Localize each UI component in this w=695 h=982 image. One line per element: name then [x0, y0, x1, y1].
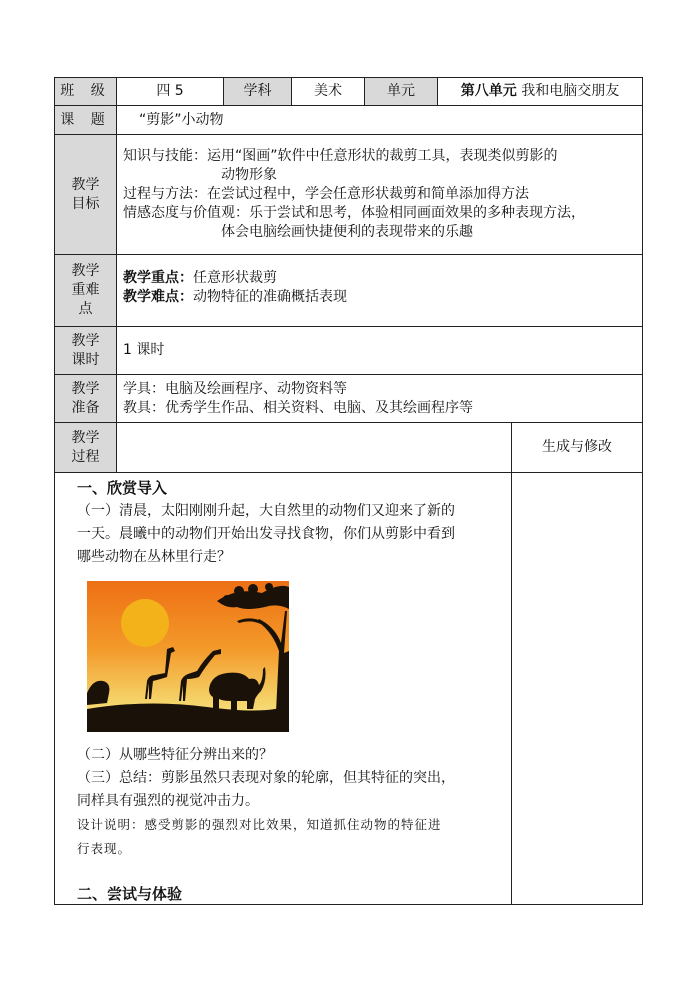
process-content	[55, 473, 512, 905]
process-header-row	[55, 423, 643, 473]
revision-header: 生成与修改	[512, 423, 643, 473]
paragraph-intro: （一）清晨，太阳刚刚升起，大自然里的动物们又迎来了新的 一天。晨曦中的动物们开始出发寻找食物，你们从剪影中看到 哪些动物在丛林里行走？	[77, 503, 455, 565]
summary-line2: 同样具有强烈的视觉冲击力。	[77, 793, 259, 809]
topic-row	[55, 106, 643, 135]
keypoints-content	[117, 255, 643, 327]
unit-number: 第八单元	[460, 83, 517, 99]
objective-knowledge-cont: 动物形象	[221, 167, 277, 183]
class-value: 四 5	[117, 78, 224, 106]
preparation-content	[117, 375, 643, 423]
subject-value: 美术	[292, 78, 365, 106]
topic-label: 课 题	[55, 106, 117, 135]
silhouette-animals-image	[87, 581, 507, 738]
teacher-materials: 教具：优秀学生作品、相关资料、电脑、及其绘画程序等	[123, 399, 473, 416]
sun-icon	[121, 599, 169, 647]
section-appreciation-title: 一、欣赏导入	[77, 479, 168, 497]
difficulty-point: 教学难点：动物特征的准确概括表现	[123, 289, 347, 305]
keypoints-label: 教学 重难 点	[55, 255, 117, 327]
process-header-blank	[117, 423, 512, 473]
section-try-title: 二、尝试与体验	[77, 885, 183, 903]
lesson-plan-sheet	[54, 77, 642, 905]
topic-value: “剪影”小动物	[117, 106, 643, 135]
objective-attitude: 情感态度与价值观：乐于尝试和思考，体验相同画面效果的多种表现方法，	[123, 205, 585, 221]
header-row	[55, 78, 643, 106]
keypoints-row	[55, 255, 643, 327]
preparation-row	[55, 375, 643, 423]
objectives-row	[55, 135, 643, 255]
paragraph-features	[77, 744, 507, 813]
unit-title: 我和电脑交朋友	[516, 83, 620, 99]
objectives-label: 教学 目标	[55, 135, 117, 255]
hours-value: 1 课时	[117, 327, 643, 375]
student-materials: 学具：电脑及绘画程序、动物资料等	[123, 380, 347, 397]
process-label: 教学 过程	[55, 423, 117, 473]
key-point: 教学重点：任意形状裁剪	[123, 270, 277, 286]
process-content-row	[55, 473, 643, 905]
revision-column	[512, 473, 643, 905]
objective-attitude-cont: 体会电脑绘画快捷便利的表现带来的乐趣	[221, 224, 473, 240]
objective-knowledge: 知识与技能：运用“图画”软件中任意形状的裁剪工具，表现类似剪影的	[123, 148, 558, 164]
summary-line1: （三）总结：剪影虽然只表现对象的轮廓，但其特征的突出，	[77, 770, 455, 786]
unit-label: 单元	[365, 78, 438, 106]
silhouette-illustration	[87, 581, 289, 732]
hours-row	[55, 327, 643, 375]
subject-label: 学科	[224, 78, 292, 106]
design-note: 设计说明：感受剪影的强烈对比效果，知道抓住动物的特征进 行表现。	[77, 817, 442, 856]
objective-process: 过程与方法：在尝试过程中，学会任意形状裁剪和简单添加得方法	[123, 186, 529, 202]
class-label: 班 级	[55, 78, 117, 106]
hours-label: 教学 课时	[55, 327, 117, 375]
objectives-content	[117, 135, 643, 255]
question-features: （二）从哪些特征分辨出来的？	[77, 747, 273, 763]
preparation-label: 教学 准备	[55, 375, 117, 423]
lesson-plan-table	[54, 77, 643, 905]
unit-value	[438, 78, 643, 106]
